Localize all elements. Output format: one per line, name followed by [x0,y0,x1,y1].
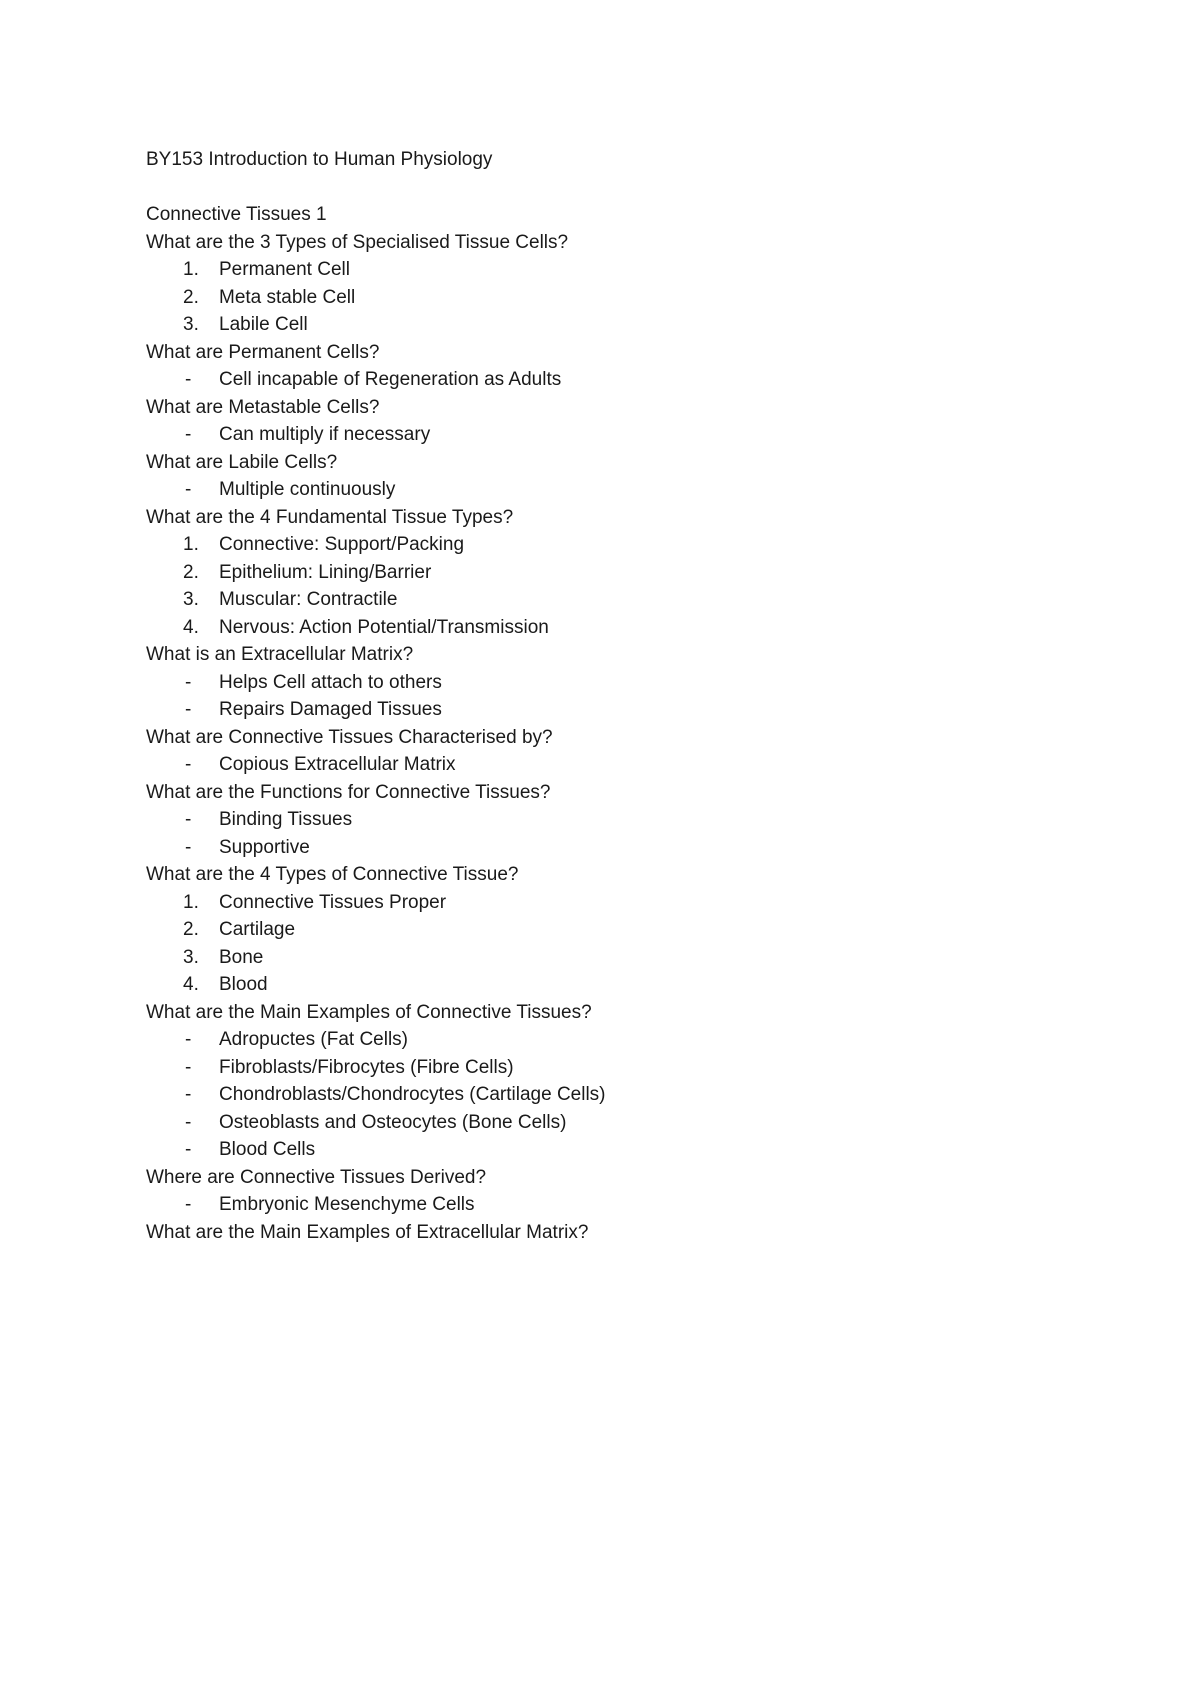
dash-bullet-icon: - [185,479,192,500]
list-item-text: Embryonic Mesenchyme Cells [219,1194,475,1215]
list-item [146,889,1106,917]
bullet-list [146,421,1106,449]
list-item [146,366,1106,394]
question-heading: What are Labile Cells? [146,451,338,473]
list-item [146,696,1106,724]
qa-section [146,1219,1106,1247]
question-heading: Where are Connective Tissues Derived? [146,1166,487,1188]
list-item [146,916,1106,944]
list-item-text: Adropuctes (Fat Cells) [219,1029,409,1050]
question-heading: What is an Extracellular Matrix? [146,644,414,665]
list-number: 2. [183,286,199,308]
qa-section [146,394,1106,449]
qa-section [146,724,1106,779]
question-heading: What are Permanent Cells? [146,341,380,363]
question-sections [146,229,1106,1247]
list-item-text: Permanent Cell [219,259,350,280]
list-item [146,1026,1106,1054]
bullet-list [146,1026,1106,1164]
qa-section [146,229,1106,339]
list-item-text: Multiple continuously [219,479,396,500]
list-item-text: Muscular: Contractile [219,589,398,610]
document-title: BY153 Introduction to Human Physiology [146,149,493,170]
list-item [146,284,1106,312]
list-item-text: Cell incapable of Regeneration as Adults [219,369,562,390]
list-number: 1. [183,534,199,555]
question-heading: What are the Main Examples of Extracellular Matrix? [146,1221,589,1243]
list-item [146,669,1106,697]
list-number: 3. [183,589,199,610]
numbered-list [146,531,1106,641]
dash-bullet-icon: - [185,424,192,445]
list-item-text: Osteoblasts and Osteocytes (Bone Cells) [219,1111,567,1133]
qa-section [146,449,1106,504]
list-number: 1. [183,891,199,913]
qa-section [146,339,1106,394]
question-heading: What are the 3 Types of Specialised Tissue Cells? [146,231,569,253]
list-item [146,944,1106,972]
list-item [146,311,1106,339]
list-item [146,614,1106,642]
list-item [146,1054,1106,1082]
list-item-text: Copious Extracellular Matrix [219,754,456,775]
list-number: 2. [183,919,199,940]
list-item-text: Nervous: Action Potential/Transmission [219,616,549,638]
list-number: 2. [183,561,199,583]
dash-bullet-icon: - [185,1056,192,1078]
list-item [146,421,1106,449]
qa-section [146,1164,1106,1219]
list-item [146,1136,1106,1164]
numbered-list [146,256,1106,339]
list-item-text: Connective: Support/Packing [219,534,465,555]
dash-bullet-icon: - [185,809,192,830]
question-heading: What are the Main Examples of Connective Tissues? [146,1001,592,1023]
list-item [146,806,1106,834]
dash-bullet-icon: - [185,754,192,775]
document-body [146,146,1106,1246]
list-item-text: Meta stable Cell [219,286,356,308]
list-item [146,559,1106,587]
bullet-list [146,751,1106,779]
list-item-text: Blood Cells [219,1139,316,1160]
list-number: 4. [183,616,199,638]
question-heading: What are the Functions for Connective Tissues? [146,781,551,803]
question-heading: What are Metastable Cells? [146,396,380,418]
list-item [146,751,1106,779]
question-heading: What are the 4 Types of Connective Tissue? [146,864,519,885]
list-number: 1. [183,259,199,280]
dash-bullet-icon: - [185,671,192,693]
dash-bullet-icon: - [185,1111,192,1133]
bullet-list [146,1191,1106,1219]
list-item-text: Chondroblasts/Chondrocytes (Cartilage Cells) [219,1084,606,1105]
list-item-text: Epithelium: Lining/Barrier [219,561,432,583]
list-item-text: Supportive [219,836,310,858]
list-number: 3. [183,946,199,968]
list-item-text: Blood [219,974,268,995]
qa-section [146,779,1106,862]
list-item-text: Cartilage [219,919,296,940]
list-item-text: Helps Cell attach to others [219,671,442,693]
document-subtitle: Connective Tissues 1 [146,204,327,225]
bullet-list [146,669,1106,724]
qa-section [146,641,1106,724]
qa-section [146,999,1106,1164]
list-item-text: Bone [219,946,264,968]
bullet-list [146,476,1106,504]
numbered-list [146,889,1106,999]
list-item [146,1109,1106,1137]
list-number: 3. [183,314,199,335]
list-item-text: Can multiply if necessary [219,424,431,445]
dash-bullet-icon: - [185,1194,192,1215]
list-item-text: Binding Tissues [219,809,353,830]
list-item [146,1081,1106,1109]
list-number: 4. [183,974,199,995]
dash-bullet-icon: - [185,369,192,390]
dash-bullet-icon: - [185,836,192,858]
list-item [146,971,1106,999]
question-heading: What are Connective Tissues Characterised by? [146,726,553,748]
list-item [146,586,1106,614]
qa-section [146,861,1106,999]
dash-bullet-icon: - [185,1139,192,1160]
list-item [146,256,1106,284]
list-item [146,476,1106,504]
list-item-text: Connective Tissues Proper [219,891,447,913]
list-item [146,1191,1106,1219]
bullet-list [146,366,1106,394]
list-item [146,531,1106,559]
list-item-text: Repairs Damaged Tissues [219,699,442,720]
qa-section [146,504,1106,642]
list-item-text: Fibroblasts/Fibrocytes (Fibre Cells) [219,1056,514,1078]
dash-bullet-icon: - [185,699,192,720]
dash-bullet-icon: - [185,1029,192,1050]
bullet-list [146,806,1106,861]
question-heading: What are the 4 Fundamental Tissue Types? [146,506,514,528]
list-item-text: Labile Cell [219,314,308,335]
list-item [146,834,1106,862]
dash-bullet-icon: - [185,1084,192,1105]
